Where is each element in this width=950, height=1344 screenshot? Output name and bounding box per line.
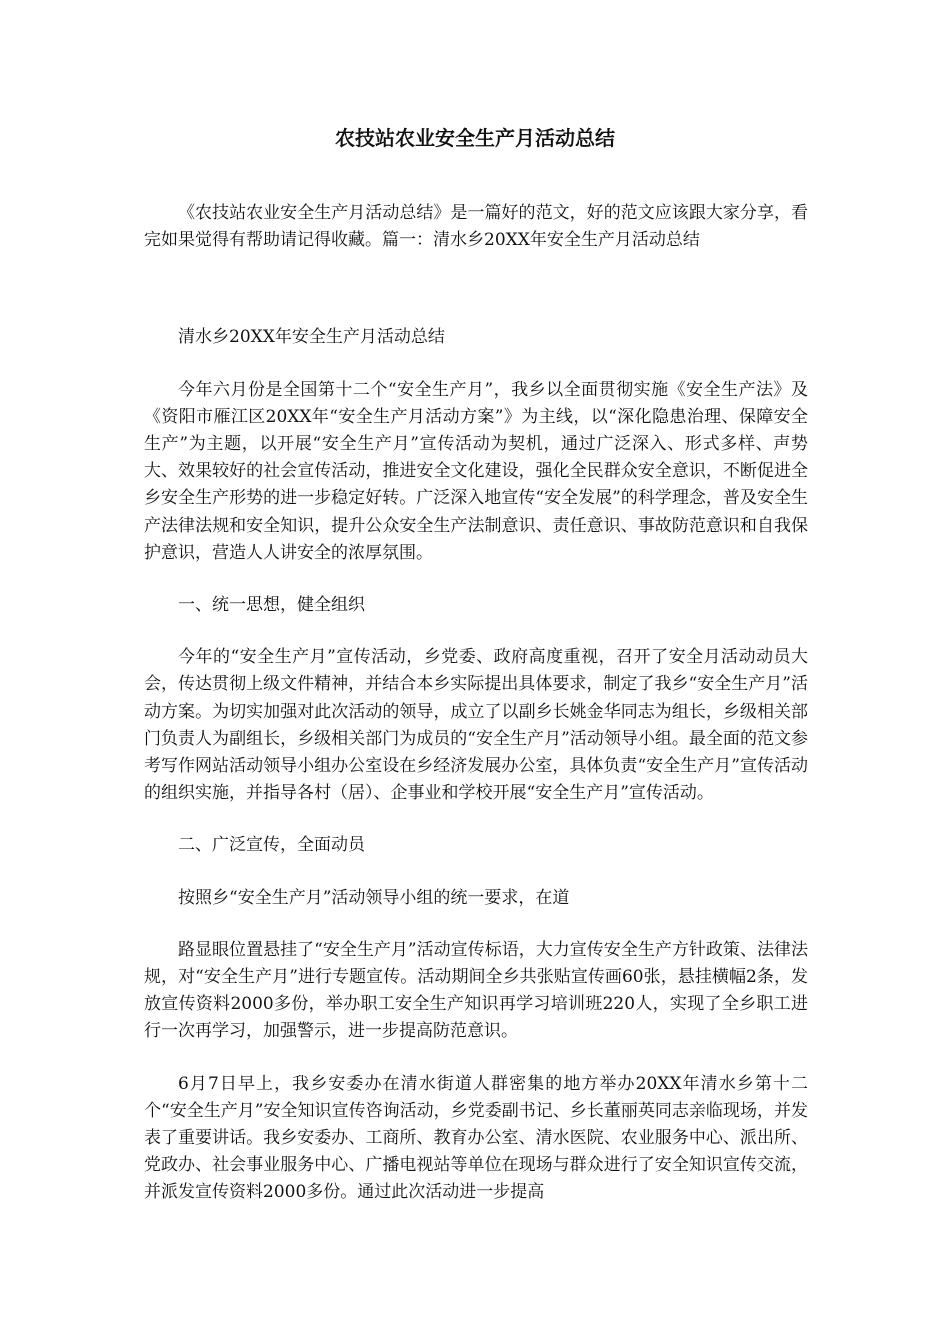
spacer: [144, 352, 808, 377]
body-paragraph: 6月7日早上，我乡安委办在清水街道人群密集的地方举办20XX年清水乡第十二个“安全生产月”安全知识宣传咨询活动，乡党委副书记、乡长董丽英同志亲临现场，并发表了重要讲话。我乡安委办、工商所、教育办公室、清水医院、农业服务中心、派出所、党政办、社会事业服务中心、广播电视站等单位在现场与群众进行了安全知识宣传交流，并派发宣传资料2000多份。通过此次活动进一步提高: [144, 1073, 808, 1203]
spacer: [144, 254, 808, 324]
body-paragraph: 按照乡“安全生产月”活动领导小组的统一要求，在道: [178, 887, 570, 908]
spacer: [144, 567, 808, 592]
section-heading: 二、广泛宣传，全面动员: [178, 835, 365, 856]
section-heading: 一、统一思想，健全组织: [178, 595, 365, 616]
spacer: [144, 807, 808, 832]
intro-paragraph: 《农技站农业安全生产月活动总结》是一篇好的范文，好的范文应该跟大家分享，看完如果觉得有帮助请记得收藏。篇一：清水乡20XX年安全生产月活动总结: [144, 203, 808, 251]
spacer: [144, 619, 808, 644]
body-paragraph: 今年的“安全生产月”宣传活动，乡党委、政府高度重视，召开了安全月活动动员大会，传达贯彻上级文件精神，并结合本乡实际提出具体要求，制定了我乡“安全生产月”活动方案。为切实加强对此次活动的领导，成立了以副乡长姚金华同志为组长，乡级相关部门负责人为副组长，乡级相关部门为成员的“安全生产月”活动领导小组。最全面的范文参考写作网站活动领导小组办公室设在乡经济发展办公室，具体负责“安全生产月”宣传活动的组织实施，并指导各村（居）、企事业和学校开展“安全生产月”宣传活动。: [144, 647, 808, 804]
spacer: [144, 1046, 808, 1071]
document-body: [144, 200, 808, 1207]
document-title: 农技站农业安全生产月活动总结: [335, 126, 615, 150]
body-paragraph: 路显眼位置悬挂了“安全生产月”活动宣传标语，大力宣传安全生产方针政策、法律法规，对“安全生产月”进行专题宣传。活动期间全乡共张贴宣传画60张，悬挂横幅2条，发放宣传资料2000多份，举办职工安全生产知识再学习培训班220人，实现了全乡职工进行一次再学习，加强警示，进一步提高防范意识。: [144, 939, 808, 1042]
body-paragraph: 今年六月份是全国第十二个“安全生产月”，我乡以全面贯彻实施《安全生产法》及《资阳市雁江区20XX年“安全生产月活动方案”》为主线，以“深化隐患治理、保障安全生产”为主题，以开展“安全生产月”宣传活动为契机，通过广泛深入、形式多样、声势大、效果较好的社会宣传活动，推进安全文化建设，强化全民群众安全意识，不断促进全乡安全生产形势的进一步稳定好转。广泛深入地宣传“安全发展”的科学理念，普及安全生产法律法规和安全知识，提升公众安全生产法制意识、责任意识、事故防范意识和自我保护意识，营造人人讲安全的浓厚氛围。: [144, 379, 808, 563]
spacer: [144, 860, 808, 885]
section-subtitle: 清水乡20XX年安全生产月活动总结: [178, 327, 445, 348]
spacer: [144, 912, 808, 937]
